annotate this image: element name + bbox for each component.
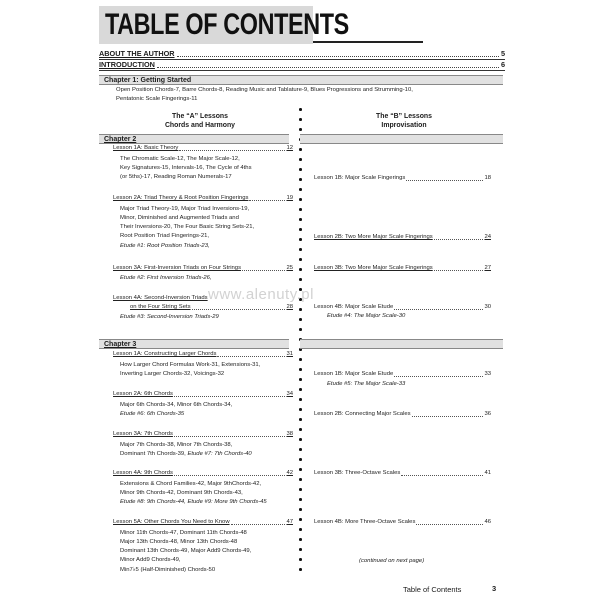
lesson-topics: Minor 11th Chords-47, Dominant 11th Chords-48 <box>120 530 247 536</box>
toc-row-about[interactable] <box>99 49 505 59</box>
lesson-2-3b[interactable] <box>314 264 491 273</box>
etude-line: Etude #8: 9th Chords-44, Etude #9: More 9th Chords-45 <box>120 499 267 505</box>
divider <box>99 70 505 71</box>
lesson-3-1b[interactable] <box>314 370 491 379</box>
lesson-page: 38 <box>286 431 293 437</box>
lesson-label[interactable]: Lesson 3A: First-Inversion Triads on Four Strings <box>113 265 242 271</box>
lesson-label[interactable]: Lesson 4B: More Three-Octave Scales <box>314 519 416 525</box>
title-banner <box>99 6 349 44</box>
lesson-label[interactable]: Lesson 1B: Major Scale Etude <box>314 371 394 377</box>
lesson-3-3a[interactable] <box>113 430 293 439</box>
chapter3-heading-right <box>300 339 503 349</box>
lesson-label[interactable]: Lesson 3A: 7th Chords <box>113 431 173 437</box>
lesson-topics: Inverting Larger Chords-32, Voicings-32 <box>120 371 225 377</box>
chapter1-topics-1: Open Position Chords-7, Barre Chords-8, Reading Music and Tablature-9, Blues Progressions and Strumming-10, <box>116 87 413 93</box>
lesson-topics: Key Signatures-15, Intervals-16, The Cycle of 4ths <box>120 165 252 171</box>
column-a-title: The “A” Lessons <box>172 113 228 120</box>
etude-line: Etude #5: The Major Scale-33 <box>327 381 406 387</box>
lesson-topics: Major 13th Chords-48, Minor 13th Chords-48 <box>120 539 238 545</box>
lesson-2-4a[interactable] <box>130 303 293 312</box>
toc-row-intro[interactable] <box>99 60 505 70</box>
dot-leader <box>157 67 499 68</box>
lesson-page: 36 <box>484 411 491 417</box>
continued-note: (continued on next page) <box>359 558 425 564</box>
lesson-topics: Major 7th Chords-38, Minor 7th Chords-38, <box>120 442 233 448</box>
lesson-page: 27 <box>484 265 491 271</box>
etude-line: Etude #2: First Inversion Triads-26, <box>120 275 212 281</box>
lesson-3-3b[interactable] <box>314 469 491 478</box>
lesson-3-1a[interactable] <box>113 350 293 359</box>
lesson-page: 25 <box>286 265 293 271</box>
column-b-title: The “B” Lessons <box>376 113 432 120</box>
dot-leader <box>174 436 286 437</box>
title-underline <box>313 41 423 43</box>
lesson-label[interactable]: Lesson 4A: 9th Chords <box>113 470 173 476</box>
lesson-label[interactable]: on the Four String Sets <box>130 304 191 310</box>
dot-leader <box>406 180 483 181</box>
lesson-topics: Root Position Triad Fingerings-21, <box>120 233 210 239</box>
dot-leader <box>242 270 285 271</box>
dot-leader <box>434 239 484 240</box>
chapter3-label: Chapter 3 <box>104 341 137 348</box>
page-title: TABLE OF CONTENTS <box>105 8 349 41</box>
lesson-page: 41 <box>484 470 491 476</box>
lesson-2-1a[interactable] <box>113 144 293 153</box>
lesson-topics: (or 5ths)-17, Reading Roman Numerals-17 <box>120 174 232 180</box>
lesson-2-3a[interactable] <box>113 264 293 273</box>
lesson-3-2b[interactable] <box>314 410 491 419</box>
lesson-page: 24 <box>484 234 491 240</box>
etude-line: Etude #4: The Major Scale-30 <box>327 313 406 319</box>
lesson-topics: Dominant 13th Chords-49, Major Add9 Chords-49, <box>120 548 252 554</box>
about-page: 5 <box>500 49 505 58</box>
lesson-page: 30 <box>484 304 491 310</box>
etude-line: Etude #6: 6th Chords-35 <box>120 411 185 417</box>
chapter2-heading-right <box>300 134 503 144</box>
about-label[interactable]: ABOUT THE AUTHOR <box>99 49 175 58</box>
lesson-label[interactable]: Lesson 1B: Major Scale Fingerings <box>314 175 406 181</box>
etude-inline: Etude #7: 7th Chords-40 <box>187 451 252 457</box>
lesson-topics <box>120 450 252 458</box>
lesson-topics-text: Dominant 7th Chords-39, <box>120 451 188 457</box>
dot-leader <box>401 475 483 476</box>
lesson-label[interactable]: Lesson 1A: Basic Theory <box>113 145 179 151</box>
lesson-2-1b[interactable] <box>314 174 491 183</box>
dot-leader <box>231 524 286 525</box>
chapter2-label: Chapter 2 <box>104 136 137 143</box>
intro-label[interactable]: INTRODUCTION <box>99 60 155 69</box>
lesson-topics: Major Triad Theory-19, Major Triad Inversions-19, <box>120 206 250 212</box>
footer-label: Table of Contents <box>403 585 462 594</box>
lesson-label[interactable]: Lesson 3B: Two More Major Scale Fingerings <box>314 265 433 271</box>
lesson-page: 46 <box>484 519 491 525</box>
lesson-2-2b[interactable] <box>314 233 491 242</box>
chapter2-heading <box>99 134 289 144</box>
dot-leader <box>412 416 484 417</box>
dot-leader <box>174 475 286 476</box>
lesson-3-2a[interactable] <box>113 390 293 399</box>
chapter1-heading: Chapter 1: Getting Started <box>99 75 503 85</box>
lesson-label[interactable]: Lesson 2B: Connecting Major Scales <box>314 411 411 417</box>
lesson-topics: Minor, Diminished and Augmented Triads and <box>120 215 239 221</box>
lesson-topics: Min7♭5 (Half-Diminished) Chords-50 <box>120 567 216 573</box>
lesson-topics: How Larger Chord Formulas Work-31, Extensions-31, <box>120 362 261 368</box>
lesson-page: 47 <box>286 519 293 525</box>
column-a-subtitle: Chords and Harmony <box>164 122 236 129</box>
lesson-label[interactable]: Lesson 4B: Major Scale Etude <box>314 304 394 310</box>
lesson-label[interactable]: Lesson 3B: Three-Octave Scales <box>314 470 401 476</box>
etude-line: Etude #1: Root Position Triads-23, <box>120 243 210 249</box>
dot-leader <box>217 356 285 357</box>
column-b-subtitle: Improvisation <box>381 122 427 129</box>
lesson-topics: Major 6th Chords-34, Minor 6th Chords-34, <box>120 402 233 408</box>
lesson-topics: Their Inversions-20, The Four Basic String Sets-21, <box>120 224 255 230</box>
dot-leader <box>416 524 483 525</box>
lesson-3-4b[interactable] <box>314 518 491 527</box>
footer-page-number: 3 <box>492 584 497 593</box>
chapter3-heading <box>99 339 289 349</box>
lesson-3-5a[interactable] <box>113 518 293 527</box>
watermark: www.alenuty.pl <box>208 286 314 303</box>
lesson-3-4a[interactable] <box>113 469 293 478</box>
lesson-label[interactable]: Lesson 2A: Triad Theory & Root Position Fingerings <box>113 195 249 201</box>
dot-leader <box>394 309 483 310</box>
dot-leader <box>174 396 286 397</box>
lesson-label[interactable]: Lesson 5A: Other Chords You Need to Know <box>113 519 230 525</box>
chapter1-topics-2: Pentatonic Scale Fingerings-11 <box>116 96 198 102</box>
lesson-topics: Minor 9th Chords-42, Dominant 9th Chords-43, <box>120 490 243 496</box>
lesson-topics: The Chromatic Scale-12, The Major Scale-12, <box>120 156 240 162</box>
dot-leader <box>249 200 285 201</box>
lesson-page: 19 <box>286 195 293 201</box>
lesson-label[interactable]: Lesson 4A: Second-Inversion Triads <box>113 295 208 301</box>
dot-leader <box>192 309 286 310</box>
lesson-label[interactable]: Lesson 2B: Two More Major Scale Fingerings <box>314 234 433 240</box>
dot-leader <box>394 376 483 377</box>
lesson-topics: Extensions & Chord Families-42, Major 9thChords-42, <box>120 481 262 487</box>
lesson-page: 34 <box>286 391 293 397</box>
lesson-page: 12 <box>286 145 293 151</box>
lesson-page: 33 <box>484 371 491 377</box>
dot-leader <box>179 150 285 151</box>
dot-leader <box>177 56 499 57</box>
lesson-2-2a[interactable] <box>113 194 293 203</box>
intro-page: 6 <box>500 60 505 69</box>
lesson-page: 42 <box>286 470 293 476</box>
lesson-page: 31 <box>286 351 293 357</box>
lesson-label[interactable]: Lesson 2A: 6th Chords <box>113 391 173 397</box>
lesson-page: 18 <box>484 175 491 181</box>
etude-line: Etude #3: Second-Inversion Triads-29 <box>120 314 219 320</box>
lesson-topics: Minor Add9 Chords-49, <box>120 557 181 563</box>
lesson-page: 28 <box>286 304 293 310</box>
lesson-label[interactable]: Lesson 1A: Constructing Larger Chords <box>113 351 217 357</box>
lesson-2-4b[interactable] <box>314 303 491 312</box>
dot-leader <box>434 270 484 271</box>
